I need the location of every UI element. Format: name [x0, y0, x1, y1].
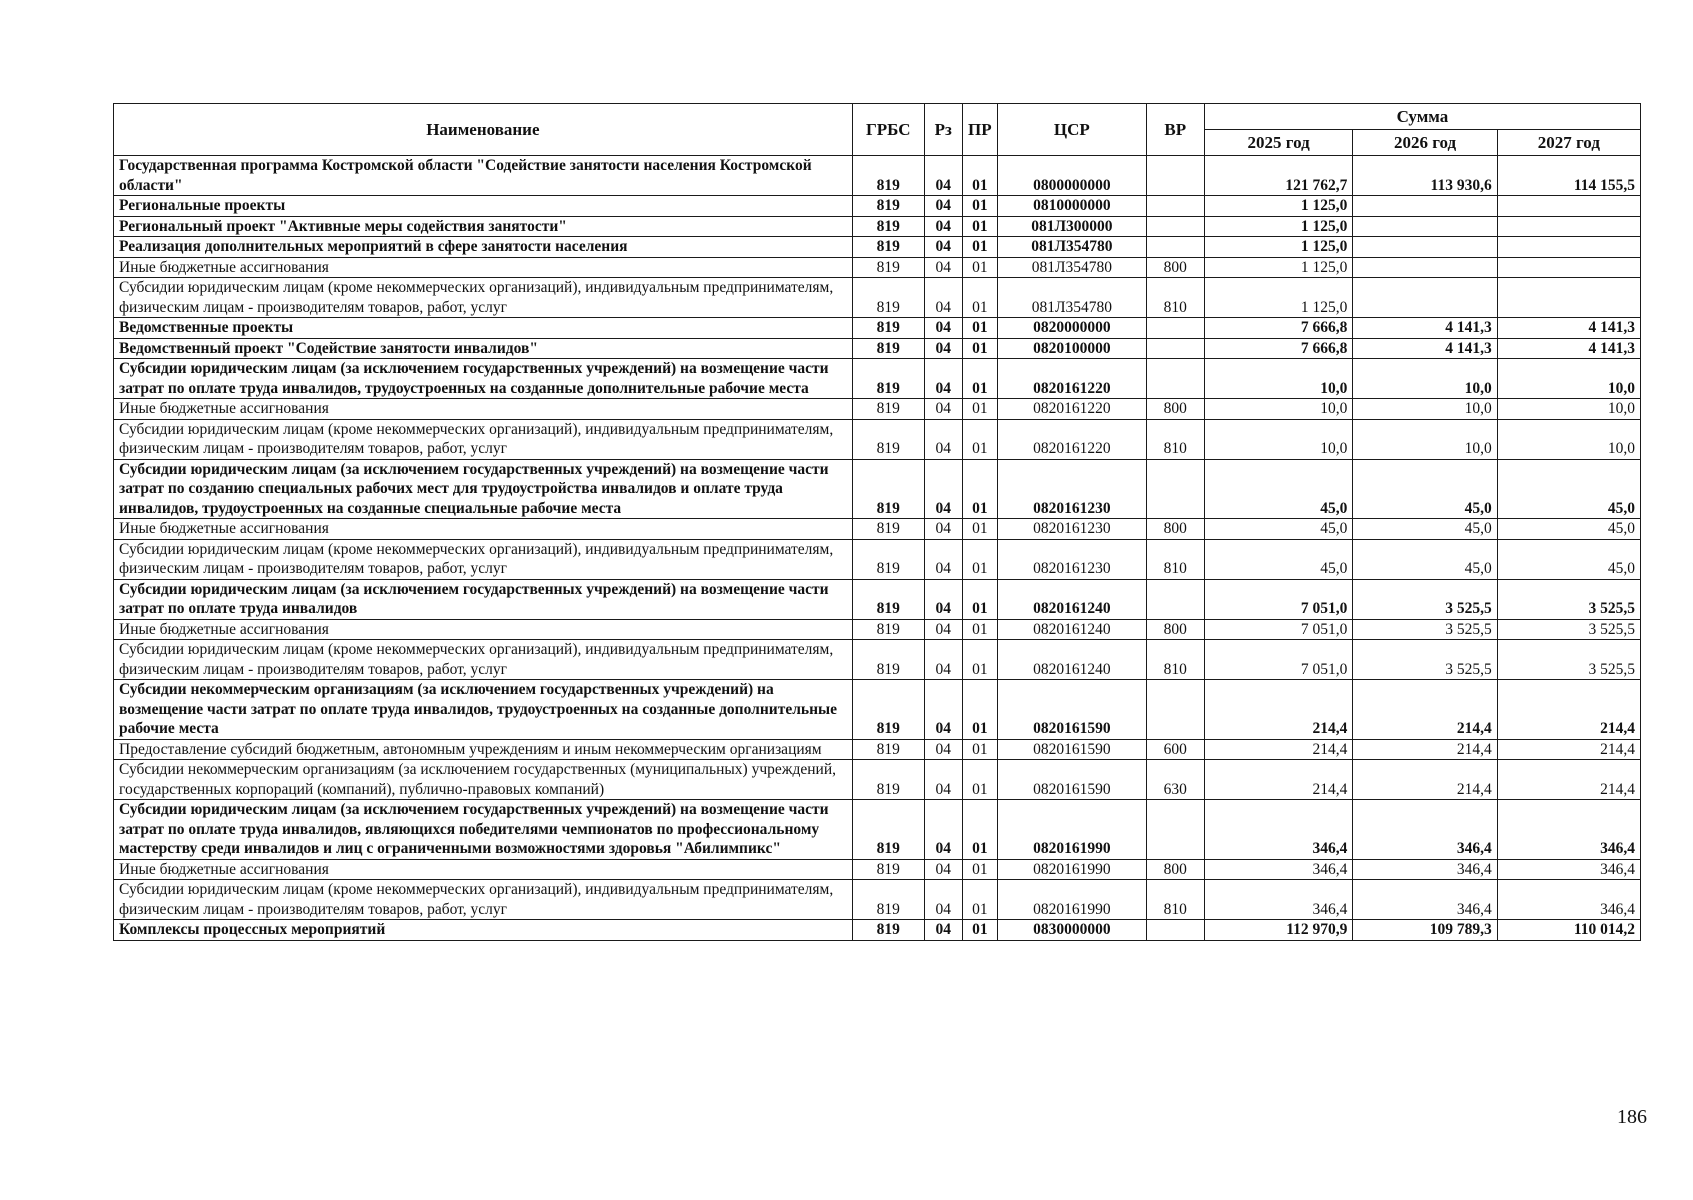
cell-grbs: 819	[852, 196, 924, 217]
cell-vr	[1146, 338, 1204, 359]
cell-vr: 810	[1146, 419, 1204, 459]
cell-2025: 1 125,0	[1204, 237, 1353, 258]
cell-grbs: 819	[852, 619, 924, 640]
cell-2026: 3 525,5	[1353, 619, 1497, 640]
cell-2026: 4 141,3	[1353, 338, 1497, 359]
cell-grbs: 819	[852, 318, 924, 339]
cell-rz: 04	[924, 920, 962, 941]
cell-2026: 3 525,5	[1353, 579, 1497, 619]
cell-2026	[1353, 216, 1497, 237]
cell-vr	[1146, 579, 1204, 619]
cell-name: Субсидии юридическим лицам (кроме некоммерческих организаций), индивидуальным предпринимателям, физическим лицам - производителям товаров, работ, услуг	[114, 419, 853, 459]
cell-csr: 0820100000	[998, 338, 1147, 359]
cell-2026: 346,4	[1353, 800, 1497, 860]
cell-pr: 01	[962, 156, 998, 196]
cell-2026: 10,0	[1353, 419, 1497, 459]
cell-grbs: 819	[852, 216, 924, 237]
table-row	[114, 739, 1641, 760]
cell-rz: 04	[924, 800, 962, 860]
cell-grbs: 819	[852, 760, 924, 800]
table-row	[114, 156, 1641, 196]
cell-2026: 10,0	[1353, 359, 1497, 399]
cell-2026	[1353, 196, 1497, 217]
cell-csr: 0820161220	[998, 359, 1147, 399]
cell-grbs: 819	[852, 156, 924, 196]
cell-2025: 214,4	[1204, 680, 1353, 740]
cell-2025: 1 125,0	[1204, 278, 1353, 318]
cell-2025: 121 762,7	[1204, 156, 1353, 196]
cell-pr: 01	[962, 859, 998, 880]
cell-2027	[1497, 216, 1640, 237]
header-year-2027: 2027 год	[1497, 130, 1640, 156]
cell-vr	[1146, 237, 1204, 258]
table-row	[114, 519, 1641, 540]
cell-grbs: 819	[852, 800, 924, 860]
cell-rz: 04	[924, 156, 962, 196]
cell-vr	[1146, 318, 1204, 339]
cell-pr: 01	[962, 399, 998, 420]
cell-grbs: 819	[852, 579, 924, 619]
cell-name: Иные бюджетные ассигнования	[114, 859, 853, 880]
cell-csr: 0820161220	[998, 399, 1147, 420]
cell-2025: 45,0	[1204, 539, 1353, 579]
cell-2026: 109 789,3	[1353, 920, 1497, 941]
cell-2027: 214,4	[1497, 680, 1640, 740]
cell-rz: 04	[924, 760, 962, 800]
cell-2026: 214,4	[1353, 680, 1497, 740]
cell-grbs: 819	[852, 257, 924, 278]
cell-csr: 0820161990	[998, 859, 1147, 880]
table-row	[114, 196, 1641, 217]
cell-vr: 810	[1146, 880, 1204, 920]
table-row	[114, 800, 1641, 860]
cell-grbs: 819	[852, 539, 924, 579]
cell-grbs: 819	[852, 880, 924, 920]
cell-rz: 04	[924, 278, 962, 318]
cell-rz: 04	[924, 359, 962, 399]
cell-2027	[1497, 237, 1640, 258]
table-row	[114, 278, 1641, 318]
cell-2025: 10,0	[1204, 399, 1353, 420]
cell-2027: 4 141,3	[1497, 318, 1640, 339]
cell-rz: 04	[924, 859, 962, 880]
cell-pr: 01	[962, 338, 998, 359]
cell-csr: 0820000000	[998, 318, 1147, 339]
cell-vr: 800	[1146, 619, 1204, 640]
cell-vr: 800	[1146, 519, 1204, 540]
cell-name: Иные бюджетные ассигнования	[114, 619, 853, 640]
table-body	[114, 156, 1641, 941]
cell-csr: 0820161590	[998, 680, 1147, 740]
cell-2027: 110 014,2	[1497, 920, 1640, 941]
table-row	[114, 680, 1641, 740]
cell-vr	[1146, 359, 1204, 399]
cell-pr: 01	[962, 318, 998, 339]
cell-2025: 1 125,0	[1204, 216, 1353, 237]
cell-2026: 45,0	[1353, 459, 1497, 519]
cell-2025: 7 051,0	[1204, 619, 1353, 640]
cell-csr: 0830000000	[998, 920, 1147, 941]
cell-vr: 800	[1146, 399, 1204, 420]
cell-rz: 04	[924, 237, 962, 258]
cell-name: Субсидии юридическим лицам (за исключением государственных учреждений) на возмещение части затрат по созданию специальных рабочих мест для трудоустройства инвалидов и оплате труда инвалидов, трудоустроенных на созданные специальные рабочие места	[114, 459, 853, 519]
cell-2026	[1353, 237, 1497, 258]
cell-csr: 081Л300000	[998, 216, 1147, 237]
cell-csr: 0820161990	[998, 800, 1147, 860]
table-row	[114, 216, 1641, 237]
cell-rz: 04	[924, 739, 962, 760]
cell-2025: 45,0	[1204, 519, 1353, 540]
cell-rz: 04	[924, 640, 962, 680]
table-row	[114, 880, 1641, 920]
cell-2027: 346,4	[1497, 880, 1640, 920]
header-grbs: ГРБС	[852, 104, 924, 156]
cell-2027: 3 525,5	[1497, 640, 1640, 680]
cell-pr: 01	[962, 739, 998, 760]
cell-2025: 346,4	[1204, 859, 1353, 880]
cell-rz: 04	[924, 519, 962, 540]
cell-vr	[1146, 920, 1204, 941]
table-row	[114, 459, 1641, 519]
cell-name: Субсидии юридическим лицам (за исключением государственных учреждений) на возмещение части затрат по оплате труда инвалидов, трудоустроенных на созданные дополнительные рабочие места	[114, 359, 853, 399]
cell-csr: 0820161230	[998, 459, 1147, 519]
cell-name: Субсидии юридическим лицам (за исключением государственных учреждений) на возмещение части затрат по оплате труда инвалидов	[114, 579, 853, 619]
table-row	[114, 257, 1641, 278]
header-pr: ПР	[962, 104, 998, 156]
cell-grbs: 819	[852, 359, 924, 399]
cell-2026: 346,4	[1353, 880, 1497, 920]
table-row	[114, 237, 1641, 258]
cell-rz: 04	[924, 196, 962, 217]
cell-2027	[1497, 196, 1640, 217]
cell-2025: 7 666,8	[1204, 318, 1353, 339]
cell-name: Иные бюджетные ассигнования	[114, 257, 853, 278]
table-row	[114, 619, 1641, 640]
cell-vr	[1146, 459, 1204, 519]
cell-2026: 4 141,3	[1353, 318, 1497, 339]
cell-pr: 01	[962, 760, 998, 800]
cell-2027: 3 525,5	[1497, 619, 1640, 640]
cell-vr: 810	[1146, 640, 1204, 680]
cell-2025: 10,0	[1204, 359, 1353, 399]
cell-2025: 7 051,0	[1204, 579, 1353, 619]
table-row	[114, 640, 1641, 680]
budget-table-container	[113, 103, 1641, 941]
cell-csr: 081Л354780	[998, 257, 1147, 278]
cell-2027	[1497, 257, 1640, 278]
cell-2025: 214,4	[1204, 760, 1353, 800]
cell-vr	[1146, 800, 1204, 860]
cell-2025: 112 970,9	[1204, 920, 1353, 941]
cell-name: Субсидии юридическим лицам (кроме некоммерческих организаций), индивидуальным предпринимателям, физическим лицам - производителям товаров, работ, услуг	[114, 640, 853, 680]
cell-pr: 01	[962, 880, 998, 920]
cell-2027: 214,4	[1497, 760, 1640, 800]
cell-2025: 1 125,0	[1204, 196, 1353, 217]
table-row	[114, 539, 1641, 579]
table-header	[114, 104, 1641, 156]
cell-rz: 04	[924, 680, 962, 740]
cell-grbs: 819	[852, 237, 924, 258]
cell-2026: 214,4	[1353, 739, 1497, 760]
cell-grbs: 819	[852, 459, 924, 519]
cell-name: Региональный проект "Активные меры содействия занятости"	[114, 216, 853, 237]
cell-pr: 01	[962, 196, 998, 217]
cell-pr: 01	[962, 920, 998, 941]
cell-pr: 01	[962, 579, 998, 619]
cell-rz: 04	[924, 419, 962, 459]
cell-name: Государственная программа Костромской области "Содействие занятости населения Костромской области"	[114, 156, 853, 196]
cell-pr: 01	[962, 539, 998, 579]
cell-grbs: 819	[852, 739, 924, 760]
cell-rz: 04	[924, 459, 962, 519]
cell-vr	[1146, 196, 1204, 217]
header-csr: ЦСР	[998, 104, 1147, 156]
cell-pr: 01	[962, 216, 998, 237]
cell-rz: 04	[924, 579, 962, 619]
cell-grbs: 819	[852, 859, 924, 880]
cell-rz: 04	[924, 399, 962, 420]
cell-csr: 0800000000	[998, 156, 1147, 196]
cell-2027: 45,0	[1497, 519, 1640, 540]
table-row	[114, 338, 1641, 359]
cell-2027: 10,0	[1497, 419, 1640, 459]
cell-pr: 01	[962, 419, 998, 459]
cell-rz: 04	[924, 216, 962, 237]
header-year-2025: 2025 год	[1204, 130, 1353, 156]
cell-2027: 346,4	[1497, 859, 1640, 880]
cell-2025: 45,0	[1204, 459, 1353, 519]
table-row	[114, 399, 1641, 420]
cell-vr: 630	[1146, 760, 1204, 800]
cell-name: Субсидии юридическим лицам (кроме некоммерческих организаций), индивидуальным предпринимателям, физическим лицам - производителям товаров, работ, услуг	[114, 880, 853, 920]
cell-csr: 0820161230	[998, 539, 1147, 579]
cell-csr: 0820161220	[998, 419, 1147, 459]
cell-pr: 01	[962, 619, 998, 640]
cell-2027: 45,0	[1497, 459, 1640, 519]
cell-name: Субсидии юридическим лицам (кроме некоммерческих организаций), индивидуальным предпринимателям, физическим лицам - производителям товаров, работ, услуг	[114, 278, 853, 318]
cell-grbs: 819	[852, 278, 924, 318]
cell-2025: 10,0	[1204, 419, 1353, 459]
cell-rz: 04	[924, 257, 962, 278]
cell-vr	[1146, 680, 1204, 740]
page-number: 186	[1617, 1106, 1647, 1128]
cell-2027: 3 525,5	[1497, 579, 1640, 619]
cell-grbs: 819	[852, 920, 924, 941]
cell-pr: 01	[962, 459, 998, 519]
cell-name: Региональные проекты	[114, 196, 853, 217]
cell-vr: 600	[1146, 739, 1204, 760]
cell-pr: 01	[962, 278, 998, 318]
cell-vr: 800	[1146, 257, 1204, 278]
cell-2026: 214,4	[1353, 760, 1497, 800]
table-row	[114, 920, 1641, 941]
cell-name: Предоставление субсидий бюджетным, автономным учреждениям и иным некоммерческим организациям	[114, 739, 853, 760]
cell-rz: 04	[924, 880, 962, 920]
cell-2027	[1497, 278, 1640, 318]
table-row	[114, 359, 1641, 399]
table-row	[114, 579, 1641, 619]
cell-2025: 7 666,8	[1204, 338, 1353, 359]
cell-vr	[1146, 156, 1204, 196]
cell-name: Субсидии юридическим лицам (за исключением государственных учреждений) на возмещение части затрат по оплате труда инвалидов, являющихся победителями чемпионатов по профессиональному мастерству среди инвалидов и лиц с ограниченными возможностями здоровья "Абилимпикс"	[114, 800, 853, 860]
cell-grbs: 819	[852, 519, 924, 540]
cell-vr	[1146, 216, 1204, 237]
table-row	[114, 318, 1641, 339]
cell-pr: 01	[962, 359, 998, 399]
cell-rz: 04	[924, 338, 962, 359]
cell-2027: 10,0	[1497, 399, 1640, 420]
cell-2025: 346,4	[1204, 880, 1353, 920]
cell-pr: 01	[962, 680, 998, 740]
cell-csr: 081Л354780	[998, 237, 1147, 258]
cell-name: Комплексы процессных мероприятий	[114, 920, 853, 941]
cell-grbs: 819	[852, 399, 924, 420]
cell-csr: 0820161240	[998, 619, 1147, 640]
header-sum: Сумма	[1204, 104, 1640, 130]
cell-2026: 346,4	[1353, 859, 1497, 880]
cell-pr: 01	[962, 237, 998, 258]
cell-csr: 081Л354780	[998, 278, 1147, 318]
cell-pr: 01	[962, 800, 998, 860]
cell-2026: 45,0	[1353, 519, 1497, 540]
cell-vr: 810	[1146, 539, 1204, 579]
cell-2025: 7 051,0	[1204, 640, 1353, 680]
cell-2025: 346,4	[1204, 800, 1353, 860]
table-row	[114, 419, 1641, 459]
cell-rz: 04	[924, 539, 962, 579]
cell-2027: 114 155,5	[1497, 156, 1640, 196]
cell-name: Субсидии некоммерческим организациям (за исключением государственных учреждений) на возмещение части затрат по оплате труда инвалидов, трудоустроенных на созданные дополнительные рабочие места	[114, 680, 853, 740]
cell-2027: 45,0	[1497, 539, 1640, 579]
cell-rz: 04	[924, 318, 962, 339]
cell-name: Иные бюджетные ассигнования	[114, 399, 853, 420]
header-year-2026: 2026 год	[1353, 130, 1497, 156]
cell-2026	[1353, 278, 1497, 318]
cell-2026	[1353, 257, 1497, 278]
cell-2026: 113 930,6	[1353, 156, 1497, 196]
cell-2026: 10,0	[1353, 399, 1497, 420]
cell-grbs: 819	[852, 338, 924, 359]
cell-name: Субсидии некоммерческим организациям (за исключением государственных (муниципальных) учреждений, государственных корпораций (компаний), публично-правовых компаний)	[114, 760, 853, 800]
cell-pr: 01	[962, 640, 998, 680]
budget-table	[113, 103, 1641, 941]
cell-2025: 1 125,0	[1204, 257, 1353, 278]
cell-grbs: 819	[852, 419, 924, 459]
header-name: Наименование	[114, 104, 853, 156]
cell-csr: 0820161590	[998, 760, 1147, 800]
cell-grbs: 819	[852, 640, 924, 680]
cell-2026: 45,0	[1353, 539, 1497, 579]
cell-csr: 0820161240	[998, 579, 1147, 619]
cell-vr: 800	[1146, 859, 1204, 880]
cell-pr: 01	[962, 519, 998, 540]
cell-name: Иные бюджетные ассигнования	[114, 519, 853, 540]
cell-2027: 346,4	[1497, 800, 1640, 860]
table-row	[114, 760, 1641, 800]
cell-grbs: 819	[852, 680, 924, 740]
cell-2027: 214,4	[1497, 739, 1640, 760]
cell-csr: 0820161240	[998, 640, 1147, 680]
cell-2027: 10,0	[1497, 359, 1640, 399]
cell-pr: 01	[962, 257, 998, 278]
cell-csr: 0820161590	[998, 739, 1147, 760]
cell-name: Субсидии юридическим лицам (кроме некоммерческих организаций), индивидуальным предпринимателям, физическим лицам - производителям товаров, работ, услуг	[114, 539, 853, 579]
cell-vr: 810	[1146, 278, 1204, 318]
cell-name: Ведомственные проекты	[114, 318, 853, 339]
cell-2027: 4 141,3	[1497, 338, 1640, 359]
cell-name: Ведомственный проект "Содействие занятости инвалидов"	[114, 338, 853, 359]
cell-csr: 0820161230	[998, 519, 1147, 540]
cell-2026: 3 525,5	[1353, 640, 1497, 680]
header-rz: Рз	[924, 104, 962, 156]
cell-rz: 04	[924, 619, 962, 640]
cell-csr: 0820161990	[998, 880, 1147, 920]
table-row	[114, 859, 1641, 880]
header-vr: ВР	[1146, 104, 1204, 156]
cell-name: Реализация дополнительных мероприятий в сфере занятости населения	[114, 237, 853, 258]
cell-csr: 0810000000	[998, 196, 1147, 217]
cell-2025: 214,4	[1204, 739, 1353, 760]
